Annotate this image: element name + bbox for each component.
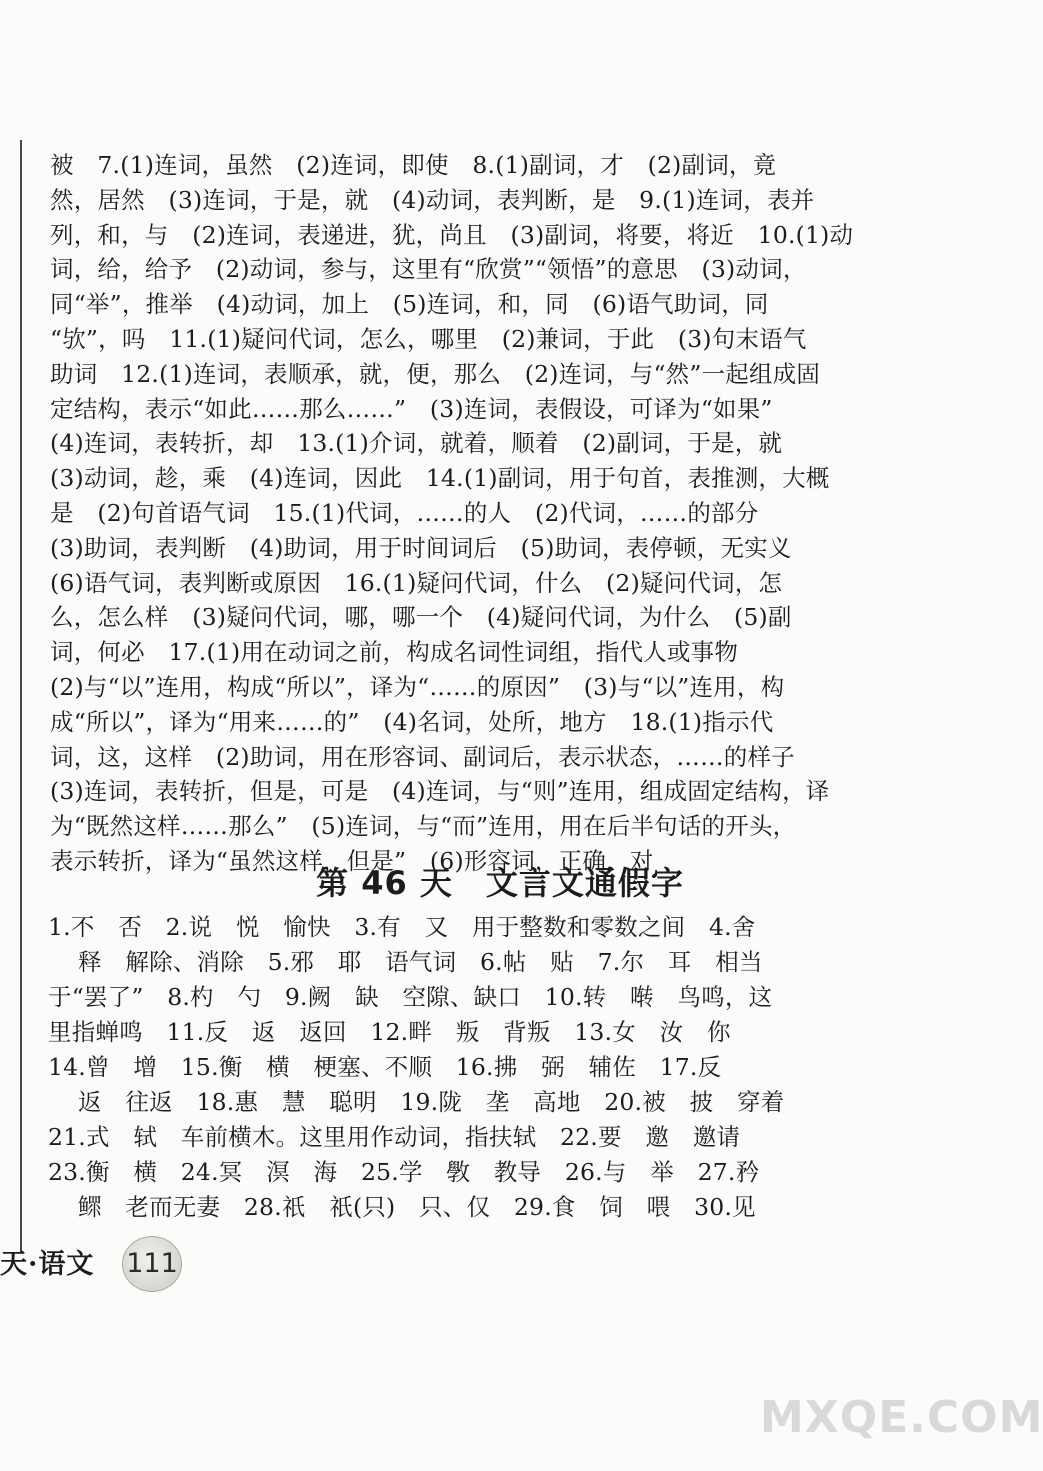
text-line: 被 7.(1)连词，虽然 (2)连词，即使 8.(1)副词，才 (2)副词，竟 xyxy=(50,151,777,179)
text-line: 表示转折，译为“虽然这样，但是” (6)形容词，正确，对 xyxy=(50,846,654,875)
left-margin-rule xyxy=(20,140,22,1252)
answer-block-day46 xyxy=(48,910,840,1225)
text-line: 是 (2)句首语气词 15.(1)代词，……的人 (2)代词，……的部分 xyxy=(50,498,759,527)
site-watermark: MXQE.COM xyxy=(760,1392,1043,1443)
text-line: 列，和，与 (2)连词，表递进，犹，尚且 (3)副词，将要，将近 10.(1)动 xyxy=(50,220,854,249)
text-line: (3)动词，趁，乘 (4)连词，因此 14.(1)副词，用于句首，表推测，大概 xyxy=(50,464,830,493)
text-line: (6)语气词，表判断或原因 16.(1)疑问代词，什么 (2)疑问代词，怎 xyxy=(50,568,783,597)
section-heading-day46: 第 46 天 文言文通假字 xyxy=(316,864,684,902)
text-line: 词，给，给予 (2)动词，参与，这里有“欣赏”“领悟”的意思 (3)动词， xyxy=(50,255,807,284)
text-line: 助词 12.(1)连词，表顺承，就，便，那么 (2)连词，与“然”一起组成固 xyxy=(50,359,821,388)
text-line: 1.不 否 2.说 悦 愉快 3.有 又 用于整数和零数之间 4.舍 xyxy=(48,913,756,941)
text-line: 成“所以”，译为“用来……的” (4)名词，处所，地方 18.(1)指示代 xyxy=(50,707,774,736)
text-line: (4)连词，表转折，却 13.(1)介词，就着，顺着 (2)副词，于是，就 xyxy=(50,429,783,458)
text-line: 里指蝉鸣 11.反 返 返回 12.畔 叛 背叛 13.女 汝 你 xyxy=(48,1018,731,1046)
text-line: “欤”，吗 11.(1)疑问代词，怎么，哪里 (2)兼词，于此 (3)句末语气 xyxy=(50,324,807,353)
text-line: 词，这，这样 (2)助词，用在形容词、副词后，表示状态，……的样子 xyxy=(50,742,795,771)
text-line: 鳏 老而无妻 28.祇 祇(只) 只、仅 29.食 饲 喂 30.见 xyxy=(78,1193,756,1221)
text-line: 然，居然 (3)连词，于是，就 (4)动词，表判断，是 9.(1)连词，表并 xyxy=(50,185,815,214)
text-line: 词，何必 17.(1)用在动词之前，构成名词性词组，指代人或事物 xyxy=(50,638,739,667)
text-line: 21.式 轼 车前横木。这里用作动词，指扶轼 22.要 邀 邀请 xyxy=(48,1123,741,1151)
text-line: 同“举”，推举 (4)动词，加上 (5)连词，和，同 (6)语气助词，同 xyxy=(50,290,769,319)
text-line: 23.衡 横 24.冥 溟 海 25.学 斆 教导 26.与 举 27.矜 xyxy=(48,1158,760,1186)
text-line: 于“罢了” 8.杓 勺 9.阙 缺 空隙、缺口 10.转 啭 鸟鸣，这 xyxy=(48,983,773,1011)
text-line: 定结构，表示“如此……那么……” (3)连词，表假设，可译为“如果” xyxy=(50,394,773,423)
text-line: 14.曾 增 15.衡 横 梗塞、不顺 16.拂 弼 辅佐 17.反 xyxy=(48,1053,722,1081)
footer-subject-label: 天·语文 xyxy=(0,1249,95,1280)
text-line: (2)与“以”连用，构成“所以”，译为“……的原因” (3)与“以”连用，构 xyxy=(50,672,785,701)
text-line: 释 解除、消除 5.邪 耶 语气词 6.帖 贴 7.尔 耳 相当 xyxy=(78,948,763,976)
page-number-badge: 111 xyxy=(122,1236,182,1292)
text-line: 返 往返 18.惠 慧 聪明 19.陇 垄 高地 20.被 披 穿着 xyxy=(78,1088,785,1116)
answer-block-day45 xyxy=(50,148,854,879)
page-footer xyxy=(0,1234,200,1296)
text-line: (3)连词，表转折，但是，可是 (4)连词，与“则”连用，组成固定结构，译 xyxy=(50,777,830,806)
text-line: 么，怎么样 (3)疑问代词，哪，哪一个 (4)疑问代词，为什么 (5)副 xyxy=(50,603,792,632)
text-line: 为“既然这样……那么” (5)连词，与“而”连用，用在后半句话的开头， xyxy=(50,812,797,841)
text-line: (3)助词，表判断 (4)助词，用于时间词后 (5)助词，表停顿，无实义 xyxy=(50,533,792,562)
